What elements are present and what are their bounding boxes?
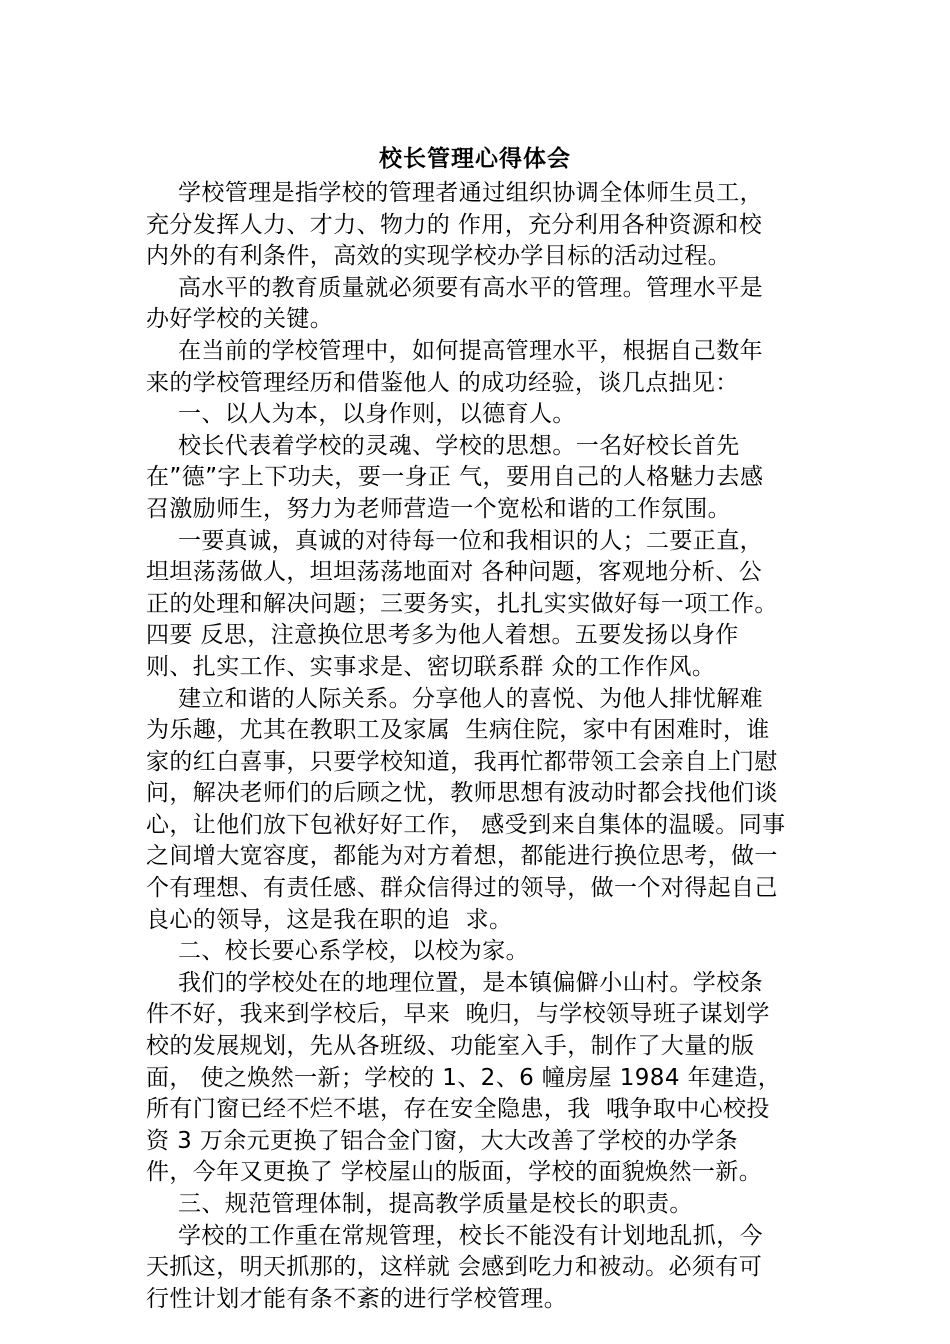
paragraph — [146, 273, 814, 336]
paragraph-line: 则、扎实工作、实事求是、密切联系群 众的工作作风。 — [146, 653, 716, 680]
paragraph — [146, 431, 814, 526]
paragraph — [146, 968, 814, 1189]
paragraph — [146, 684, 814, 937]
paragraph-line: 四要 反思，注意换位思考多为他人着想。五要发扬以身作 — [146, 622, 739, 649]
paragraph-line: 问，解决老师们的后顾之忧，教师思想有波动时都会找他们谈 — [146, 780, 778, 807]
paragraph — [146, 526, 814, 684]
paragraph-line: 行性计划才能有条不紊的进行学校管理。 — [146, 1285, 568, 1312]
paragraph-line: 充分发挥人力、才力、物力的 作用，充分利用各种资源和校 — [146, 211, 763, 238]
document-title: 校长管理心得体会 — [379, 146, 571, 172]
paragraph-line: 三、规范管理体制，提高教学质量是校长的职责。 — [178, 1191, 693, 1217]
paragraph — [146, 336, 814, 399]
paragraph-line: 所有门窗已经不烂不堪，存在安全隐患，我 哦争取中心校投 — [146, 1096, 770, 1123]
paragraph — [146, 1189, 814, 1221]
paragraph — [146, 1221, 814, 1316]
paragraph-line: 坦坦荡荡做人，坦坦荡荡地面对 各种问题，客观地分析、公 — [146, 559, 763, 586]
paragraph-line: 学校管理是指学校的管理者通过组织协调全体师生员工， — [178, 180, 763, 206]
paragraph-line: 办好学校的关键。 — [146, 306, 334, 333]
paragraph-line: 天抓这，明天抓那的，这样就 会感到吃力和被动。必须有可 — [146, 1254, 763, 1281]
paragraph-line: 良心的领导，这是我在职的追 求。 — [146, 906, 513, 933]
paragraph-line: 高水平的教育质量就必须要有高水平的管理。管理水平是 — [178, 274, 763, 301]
paragraph-line: 在”德”字上下功夫，要一身正 气，要用自己的人格魅力去感 — [146, 464, 764, 491]
paragraph-line: 家的红白喜事，只要学校知道，我再忙都带领工会亲自上门慰 — [146, 748, 778, 775]
paragraph-line: 面， 使之焕然一新；学校的 1、2、6 幢房屋 1984 年建造， — [146, 1064, 782, 1091]
paragraph-line: 召激励师生，努力为老师营造一个宽松和谐的工作氛围。 — [146, 495, 731, 522]
paragraph-line: 内外的有利条件，高效的实现学校办学目标的活动过程。 — [146, 243, 731, 270]
paragraph-line: 在当前的学校管理中，如何提高管理水平，根据自己数年 — [178, 337, 763, 364]
paragraph-line: 我们的学校处在的地理位置，是本镇偏僻小山村。学校条 — [178, 969, 763, 996]
paragraph-line: 校的发展规划，先从各班级、功能室入手，制作了大量的版 — [146, 1033, 755, 1060]
paragraph-line: 来的学校管理经历和借鉴他人 的成功经验，谈几点拙见： — [146, 369, 739, 396]
paragraph-line: 件，今年又更换了 学校屋山的版面，学校的面貌焕然一新。 — [146, 1159, 763, 1186]
paragraph-line: 资 3 万余元更换了铝合金门窗，大大改善了学校的办学条 — [146, 1127, 739, 1154]
paragraph-line: 建立和谐的人际关系。分享他人的喜悦、为他人排忧解难 — [178, 685, 763, 712]
paragraph-line: 之间增大宽容度，都能为对方着想，都能进行换位思考，做一 — [146, 843, 778, 870]
paragraph-line: 心，让他们放下包袱好好工作， 感受到来自集体的温暖。同事 — [146, 811, 786, 838]
paragraph-line: 校长代表着学校的灵魂、学校的思想。一名好校长首先 — [178, 432, 740, 459]
paragraph — [146, 936, 814, 968]
paragraph-line: 二、校长要心系学校，以校为家。 — [178, 938, 529, 965]
document-body — [146, 178, 814, 1315]
paragraph-line: 个有理想、有责任感、群众信得过的领导，做一个对得起自己 — [146, 875, 778, 902]
paragraph-line: 一、以人为本，以身作则，以德育人。 — [178, 401, 576, 428]
paragraph-line: 为乐趣，尤其在教职工及家属 生病住院，家中有困难时，谁 — [146, 717, 770, 744]
paragraph — [146, 178, 814, 273]
paragraph-line: 正的处理和解决问题；三要务实，扎扎实实做好每一项工作。 — [146, 590, 778, 617]
paragraph-line: 件不好，我来到学校后，早来 晚归，与学校领导班子谋划学 — [146, 1001, 770, 1028]
paragraph-line: 学校的工作重在常规管理，校长不能没有计划地乱抓，今 — [178, 1222, 763, 1249]
paragraph — [146, 399, 814, 431]
paragraph-line: 一要真诚，真诚的对待每一位和我相识的人；二要正直， — [178, 527, 763, 554]
